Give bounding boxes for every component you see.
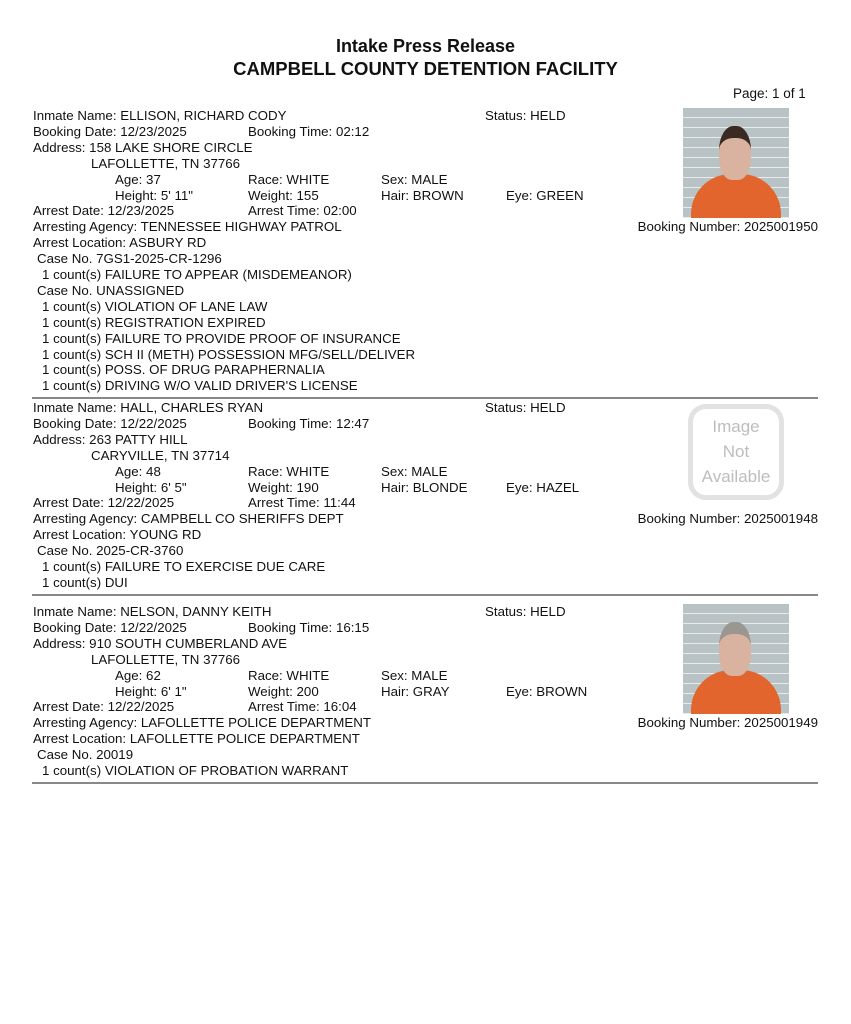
arrest-date: Arrest Date: 12/22/2025 <box>33 699 175 715</box>
booking-number: Booking Number: 2025001948 <box>637 511 818 527</box>
sex: Sex: MALE <box>381 171 448 187</box>
charge: 1 count(s) SCH II (METH) POSSESSION MFG/SELL/DELIVER <box>42 346 416 362</box>
charge: 1 count(s) FAILURE TO APPEAR (MISDEMEANOR) <box>42 267 352 282</box>
charge: 1 count(s) DRIVING W/O VALID DRIVER'S LICENSE <box>42 378 358 394</box>
placeholder-text <box>684 400 788 489</box>
record-divider <box>32 397 818 399</box>
placeholder-word: Available <box>701 467 771 486</box>
booking-number: Booking Number: 2025001949 <box>637 715 818 731</box>
address-line-2: LAFOLLETTE, TN 37766 <box>91 155 241 171</box>
charge: 1 count(s) VIOLATION OF PROBATION WARRANT <box>42 763 349 778</box>
race: Race: WHITE <box>248 171 330 187</box>
inmate-name: Inmate Name: NELSON, DANNY KEITH <box>33 604 272 619</box>
inmate-name: Inmate Name: ELLISON, RICHARD CODY <box>33 108 287 123</box>
sex: Sex: MALE <box>381 463 448 479</box>
case-number: Case No. 20019 <box>37 747 134 763</box>
booking-time: Booking Time: 02:12 <box>248 123 370 139</box>
charge: 1 count(s) VIOLATION OF LANE LAW <box>42 298 268 314</box>
race: Race: WHITE <box>248 667 330 683</box>
placeholder-word: Not <box>722 442 750 461</box>
case-number: Case No. UNASSIGNED <box>37 282 185 298</box>
charge: 1 count(s) DUI <box>42 574 128 590</box>
address-line-1: Address: 263 PATTY HILL <box>33 431 188 447</box>
charge: 1 count(s) FAILURE TO PROVIDE PROOF OF INSURANCE <box>42 330 401 346</box>
case-number: Case No. 7GS1-2025-CR-1296 <box>37 251 222 267</box>
height: Height: 5' 11" <box>115 187 193 203</box>
race: Race: WHITE <box>248 463 330 479</box>
arresting-agency: Arresting Agency: LAFOLLETTE POLICE DEPARTMENT <box>33 715 371 731</box>
hair: Hair: BROWN <box>381 187 464 203</box>
hair: Hair: GRAY <box>381 683 450 699</box>
arrest-time: Arrest Time: 11:44 <box>248 495 356 511</box>
address-line-2: CARYVILLE, TN 37714 <box>91 447 230 463</box>
inmate-photo <box>683 108 789 218</box>
inmate-head <box>719 126 751 180</box>
booking-number: Booking Number: 2025001950 <box>637 219 818 235</box>
charge: 1 count(s) POSS. OF DRUG PARAPHERNALIA <box>42 362 325 378</box>
booking-date: Booking Date: 12/22/2025 <box>33 415 187 431</box>
address-line-2: LAFOLLETTE, TN 37766 <box>91 651 241 667</box>
arrest-location: Arrest Location: ASBURY RD <box>33 235 207 251</box>
arrest-date: Arrest Date: 12/22/2025 <box>33 495 175 511</box>
sex: Sex: MALE <box>381 667 448 683</box>
inmate-head <box>719 622 751 676</box>
document-title: Intake Press Release <box>335 36 516 56</box>
arresting-agency: Arresting Agency: CAMPBELL CO SHERIFFS DEPT <box>33 511 344 527</box>
facility-name: CAMPBELL COUNTY DETENTION FACILITY <box>233 58 618 79</box>
hair: Hair: BLONDE <box>381 479 468 495</box>
age: Age: 37 <box>115 171 161 187</box>
age: Age: 48 <box>115 463 161 479</box>
booking-time: Booking Time: 16:15 <box>248 619 370 635</box>
address-line-1: Address: 910 SOUTH CUMBERLAND AVE <box>33 635 287 651</box>
height: Height: 6' 1" <box>115 683 187 699</box>
arrest-date: Arrest Date: 12/23/2025 <box>33 203 175 219</box>
weight: Weight: 155 <box>248 187 319 203</box>
placeholder-word: Image <box>712 417 760 436</box>
arrest-time: Arrest Time: 16:04 <box>248 699 357 715</box>
arresting-agency: Arresting Agency: TENNESSEE HIGHWAY PATROL <box>33 219 342 235</box>
case-number: Case No. 2025-CR-3760 <box>37 543 184 559</box>
record-divider <box>32 594 818 596</box>
inmate-name: Inmate Name: HALL, CHARLES RYAN <box>33 400 264 415</box>
status: Status: HELD <box>485 108 566 123</box>
age: Age: 62 <box>115 667 161 683</box>
eye: Eye: GREEN <box>506 187 584 203</box>
height: Height: 6' 5" <box>115 479 187 495</box>
booking-date: Booking Date: 12/22/2025 <box>33 619 187 635</box>
charge: 1 count(s) FAILURE TO EXERCISE DUE CARE <box>42 559 326 574</box>
inmate-photo <box>683 604 789 714</box>
booking-date: Booking Date: 12/23/2025 <box>33 123 187 139</box>
status: Status: HELD <box>485 604 566 619</box>
page-number: Page: 1 of 1 <box>733 86 806 101</box>
image-not-available-placeholder <box>684 400 788 504</box>
eye: Eye: HAZEL <box>506 479 580 495</box>
arrest-time: Arrest Time: 02:00 <box>248 203 357 219</box>
booking-time: Booking Time: 12:47 <box>248 415 370 431</box>
arrest-location: Arrest Location: YOUNG RD <box>33 527 202 543</box>
weight: Weight: 190 <box>248 479 319 495</box>
arrest-location: Arrest Location: LAFOLLETTE POLICE DEPARTMENT <box>33 731 360 747</box>
record-divider <box>32 782 818 784</box>
eye: Eye: BROWN <box>506 683 588 699</box>
weight: Weight: 200 <box>248 683 319 699</box>
address-line-1: Address: 158 LAKE SHORE CIRCLE <box>33 139 253 155</box>
charge: 1 count(s) REGISTRATION EXPIRED <box>42 314 266 330</box>
status: Status: HELD <box>485 400 566 415</box>
